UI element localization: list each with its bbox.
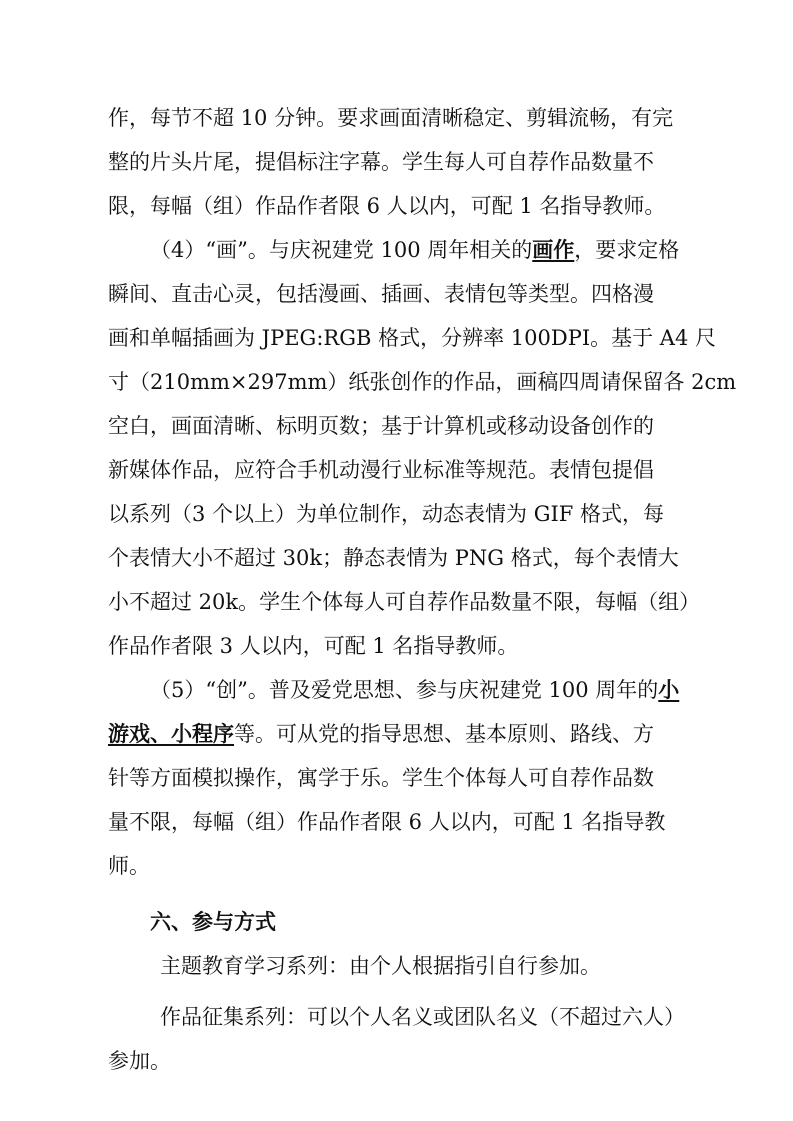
paragraph-line — [0, 96, 793, 140]
text: 作，每节不超 10 分钟。要求画面清晰稳定、剪辑流畅，有完 — [108, 106, 674, 130]
item-5-line — [0, 712, 793, 756]
section-paragraph — [0, 944, 793, 988]
item-5-emphasis: 小 — [658, 677, 680, 702]
text: 作品征集系列：可以个人名义或团队名义（不超过六人） — [160, 1005, 685, 1029]
item-5-suffix: 等。可从党的指导思想、基本原则、路线、方 — [234, 722, 654, 746]
item-4-line — [0, 624, 793, 668]
text: 针等方面模拟操作，寓学于乐。学生个体每人可自荐作品数 — [108, 766, 654, 790]
text: 师。 — [108, 854, 150, 878]
text: 空白，画面清晰、标明页数；基于计算机或移动设备创作的 — [108, 414, 654, 438]
item-4-prefix: （4）“画”。与庆祝建党 100 周年相关的 — [150, 238, 533, 262]
item-4-line — [0, 272, 793, 316]
item-5-prefix: （5）“创”。普及爱党思想、参与庆祝建党 100 周年的 — [150, 678, 659, 702]
item-4-line — [0, 360, 793, 404]
text: 瞬间、直击心灵，包括漫画、插画、表情包等类型。四格漫 — [108, 282, 654, 306]
text: 小不超过 20k。学生个体每人可自荐作品数量不限，每幅（组） — [108, 590, 701, 614]
section-title: 六、参与方式 — [150, 910, 276, 934]
item-5-line — [0, 800, 793, 844]
item-4-line — [0, 316, 793, 360]
text: 参加。 — [108, 1049, 171, 1073]
paragraph-line — [0, 140, 793, 184]
item-5-line — [0, 756, 793, 800]
item-4-line — [0, 448, 793, 492]
section-paragraph — [0, 995, 793, 1039]
text: 新媒体作品，应符合手机动漫行业标准等规范。表情包提倡 — [108, 458, 654, 482]
text: 个表情大小不超过 30k；静态表情为 PNG 格式，每个表情大 — [108, 546, 679, 570]
text: 主题教育学习系列：由个人根据指引自行参加。 — [160, 954, 601, 978]
item-5-line — [0, 844, 793, 888]
item-4-suffix: ，要求定格 — [574, 238, 680, 262]
section-paragraph — [0, 1039, 793, 1083]
item-4-line — [0, 536, 793, 580]
text: 画和单幅插画为 JPEG:RGB 格式，分辨率 100DPI。基于 A4 尺 — [108, 326, 716, 350]
item-5-line — [0, 668, 793, 712]
section-heading — [0, 900, 793, 944]
item-4-line — [0, 492, 793, 536]
text: 以系列（3 个以上）为单位制作，动态表情为 GIF 格式，每 — [108, 502, 665, 526]
item-4-line — [0, 580, 793, 624]
paragraph-line — [0, 184, 793, 228]
text: 限，每幅（组）作品作者限 6 人以内，可配 1 名指导教师。 — [108, 194, 666, 218]
item-5-emphasis: 游戏、小程序 — [108, 721, 234, 746]
item-4-line — [0, 228, 793, 272]
item-4-line — [0, 404, 793, 448]
text: 作品作者限 3 人以内，可配 1 名指导教师。 — [108, 634, 519, 658]
item-4-emphasis: 画作 — [532, 237, 575, 262]
text: 整的片头片尾，提倡标注字幕。学生每人可自荐作品数量不 — [108, 150, 654, 174]
text: 量不限，每幅（组）作品作者限 6 人以内，可配 1 名指导教 — [108, 810, 666, 834]
text: 寸（210mm×297mm）纸张创作的作品，画稿四周请保留各 2cm — [108, 370, 737, 394]
